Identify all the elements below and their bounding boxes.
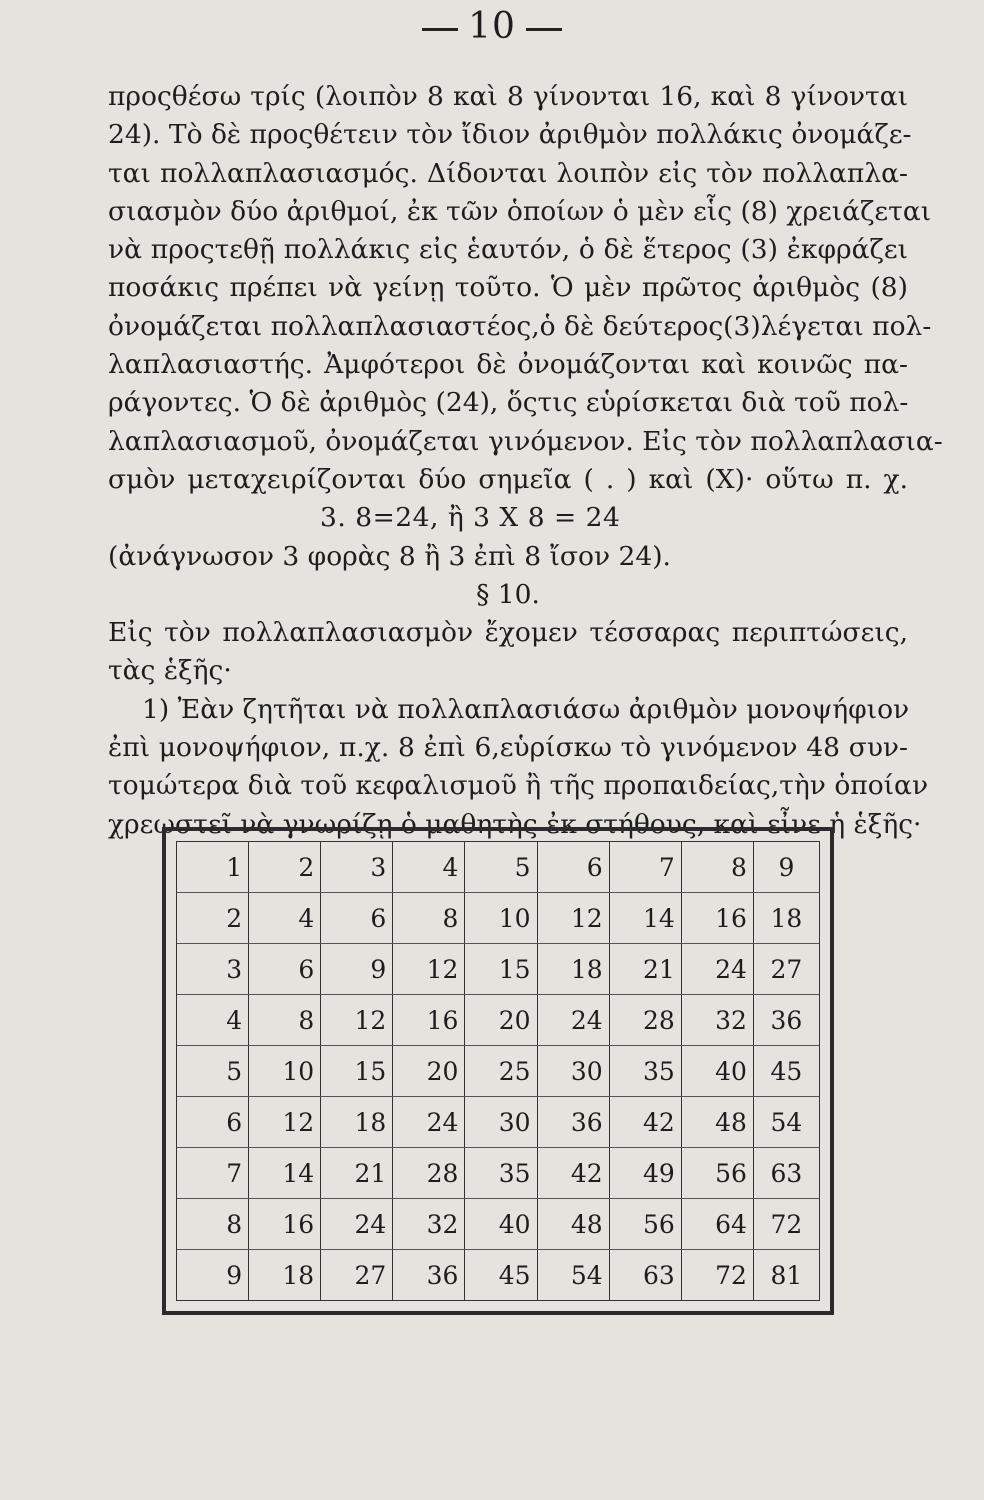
page-number: 10	[468, 6, 516, 47]
table-cell: 54	[770, 1107, 803, 1137]
table-row	[177, 1046, 819, 1097]
table-cell: 24	[321, 1199, 393, 1249]
table-cell: 8	[249, 995, 321, 1045]
table-cell: 6	[321, 893, 393, 943]
table-row	[177, 944, 819, 995]
table-cell: 24	[393, 1097, 465, 1147]
table-cell: 6	[177, 1097, 249, 1147]
table-cell: 21	[321, 1148, 393, 1198]
table-cell: 3	[321, 842, 393, 892]
text-line: λαπλασιαστής. Ἀμφότεροι δὲ ὀνομάζονται καὶ κοινῶς πα-	[108, 349, 908, 381]
table-cell: 49	[610, 1148, 682, 1198]
text-line: ποσάκις πρέπει νὰ γείνῃ τοῦτο. Ὁ μὲν πρῶτος ἀριθμὸς (8)	[108, 272, 908, 304]
table-cell: 4	[393, 842, 465, 892]
table-cell: 42	[538, 1148, 610, 1198]
table-cell: 5	[177, 1046, 249, 1096]
table-cell: 4	[249, 893, 321, 943]
table-cell: 63	[770, 1158, 803, 1188]
table-cell: 12	[249, 1097, 321, 1147]
table-cell: 40	[682, 1046, 754, 1096]
table-cell: 7	[610, 842, 682, 892]
table-cell: 2	[249, 842, 321, 892]
table-cell: 7	[177, 1148, 249, 1198]
table-cell: 40	[465, 1199, 537, 1249]
table-row	[177, 893, 819, 944]
table-cell: 64	[682, 1199, 754, 1249]
table-cell: 36	[538, 1097, 610, 1147]
table-cell: 12	[393, 944, 465, 994]
table-cell: 2	[177, 893, 249, 943]
table-cell: 28	[393, 1148, 465, 1198]
text-line: 24). Τὸ δὲ προςθέτειν τὸν ἴδιον ἀριθμὸν πολλάκις ὀνομάζε-	[108, 119, 912, 151]
reading-line: (ἀνάγνωσον 3 φορὰς 8 ἢ 3 ἐπὶ 8 ἴσον 24).	[108, 540, 671, 572]
table-cell: 8	[177, 1199, 249, 1249]
table-cell: 4	[177, 995, 249, 1045]
table-cell: 25	[465, 1046, 537, 1096]
table-cell: 35	[465, 1148, 537, 1198]
table-cell: 16	[682, 893, 754, 943]
table-cell: 72	[770, 1209, 803, 1239]
page-number-header	[0, 6, 984, 47]
text-line: Εἰς τὸν πολλαπλασιασμὸν ἔχομεν τέσσαρας περιπτώσεις,	[108, 617, 908, 649]
text-line: 1) Ἐὰν ζητῆται νὰ πολλαπλασιάσω ἀριθμὸν μονοψήφιον	[142, 693, 910, 725]
text-line: ἐπὶ μονοψήφιον, π.χ. 8 ἐπὶ 6,εὑρίσκω τὸ γινόμενον 48 συν-	[108, 732, 908, 764]
table-cell: 10	[249, 1046, 321, 1096]
table-cell: 8	[682, 842, 754, 892]
table-row	[177, 1199, 819, 1250]
table-cell: 18	[321, 1097, 393, 1147]
table-cell: 27	[321, 1250, 393, 1300]
table-cell: 18	[770, 903, 803, 933]
table-cell: 1	[177, 842, 249, 892]
table-cell: 28	[610, 995, 682, 1045]
section-heading: § 10.	[476, 578, 540, 610]
text-line: χρεωστεῖ νὰ γνωρίζῃ ὁ μαθητὴς ἐκ στήθους, καὶ εἶνε ἡ ἑξῆς·	[108, 808, 922, 840]
text-line: ὀνομάζεται πολλαπλασιαστέος,ὁ δὲ δεύτερος(3)λέγεται πολ-	[108, 310, 932, 342]
table-cell: 32	[682, 995, 754, 1045]
table-cell: 15	[321, 1046, 393, 1096]
table-cell: 56	[610, 1199, 682, 1249]
table-cell: 12	[321, 995, 393, 1045]
table-cell: 32	[393, 1199, 465, 1249]
table-cell: 9	[177, 1250, 249, 1300]
text-line: λαπλασιασμοῦ, ὀνομάζεται γινόμενον. Εἰς τὸν πολλαπλασια-	[108, 425, 943, 457]
text-line: τὰς ἑξῆς·	[108, 655, 232, 687]
equation-line: 3. 8=24, ἢ 3 X 8 = 24	[320, 502, 621, 534]
table-cell: 6	[538, 842, 610, 892]
table-row	[177, 1148, 819, 1199]
table-cell: 20	[393, 1046, 465, 1096]
table-cell: 54	[538, 1250, 610, 1300]
table-cell: 48	[538, 1199, 610, 1249]
table-cell: 27	[770, 954, 803, 984]
table-row	[177, 1097, 819, 1148]
table-cell: 5	[465, 842, 537, 892]
table-cell: 35	[610, 1046, 682, 1096]
table-cell: 12	[538, 893, 610, 943]
table-cell: 16	[249, 1199, 321, 1249]
table-cell: 42	[610, 1097, 682, 1147]
table-cell: 14	[249, 1148, 321, 1198]
dash-right	[526, 28, 562, 31]
body-text	[108, 78, 943, 844]
table-cell: 63	[610, 1250, 682, 1300]
table-row	[177, 1250, 819, 1300]
table-row	[177, 995, 819, 1046]
table-cell: 72	[682, 1250, 754, 1300]
table-cell: 18	[538, 944, 610, 994]
table-cell: 45	[770, 1056, 803, 1086]
multiplication-table-frame	[162, 827, 834, 1315]
table-cell: 45	[465, 1250, 537, 1300]
table-row	[177, 842, 819, 893]
table-cell: 9	[778, 852, 795, 882]
table-cell: 16	[393, 995, 465, 1045]
table-cell: 24	[682, 944, 754, 994]
text-line: σμὸν μεταχειρίζονται δύο σημεῖα ( . ) καὶ (X)· οὕτω π. χ.	[108, 463, 908, 495]
table-cell: 48	[682, 1097, 754, 1147]
table-cell: 15	[465, 944, 537, 994]
table-cell: 36	[393, 1250, 465, 1300]
text-line: ται πολλαπλασιασμός. Δίδονται λοιπὸν εἰς τὸν πολλαπλα-	[108, 157, 908, 189]
table-cell: 30	[538, 1046, 610, 1096]
table-cell: 6	[249, 944, 321, 994]
table-cell: 18	[249, 1250, 321, 1300]
table-cell: 21	[610, 944, 682, 994]
table-cell: 8	[393, 893, 465, 943]
multiplication-table	[176, 841, 820, 1301]
table-cell: 30	[465, 1097, 537, 1147]
table-cell: 10	[465, 893, 537, 943]
dash-left	[422, 28, 458, 31]
table-cell: 24	[538, 995, 610, 1045]
table-cell: 81	[770, 1260, 803, 1290]
table-cell: 56	[682, 1148, 754, 1198]
text-line: σιασμὸν δύο ἀριθμοί, ἐκ τῶν ὁποίων ὁ μὲν εἷς (8) χρειάζεται	[108, 195, 932, 227]
text-line: νὰ προςτεθῇ πολλάκις εἰς ἑαυτόν, ὁ δὲ ἕτερος (3) ἐκφράζει	[108, 234, 908, 266]
table-cell: 9	[321, 944, 393, 994]
text-line: προςθέσω τρίς (λοιπὸν 8 καὶ 8 γίνονται 16, καὶ 8 γίνονται	[108, 81, 908, 112]
text-line: ράγοντες. Ὁ δὲ ἀριθμὸς (24), ὅςτις εὑρίσκεται διὰ τοῦ πολ-	[108, 387, 909, 419]
table-cell: 14	[610, 893, 682, 943]
table-cell: 20	[465, 995, 537, 1045]
table-cell: 36	[770, 1005, 803, 1035]
table-cell: 3	[177, 944, 249, 994]
text-line: τομώτερα διὰ τοῦ κεφαλισμοῦ ἢ τῆς προπαιδείας,τὴν ὁποίαν	[108, 770, 929, 802]
